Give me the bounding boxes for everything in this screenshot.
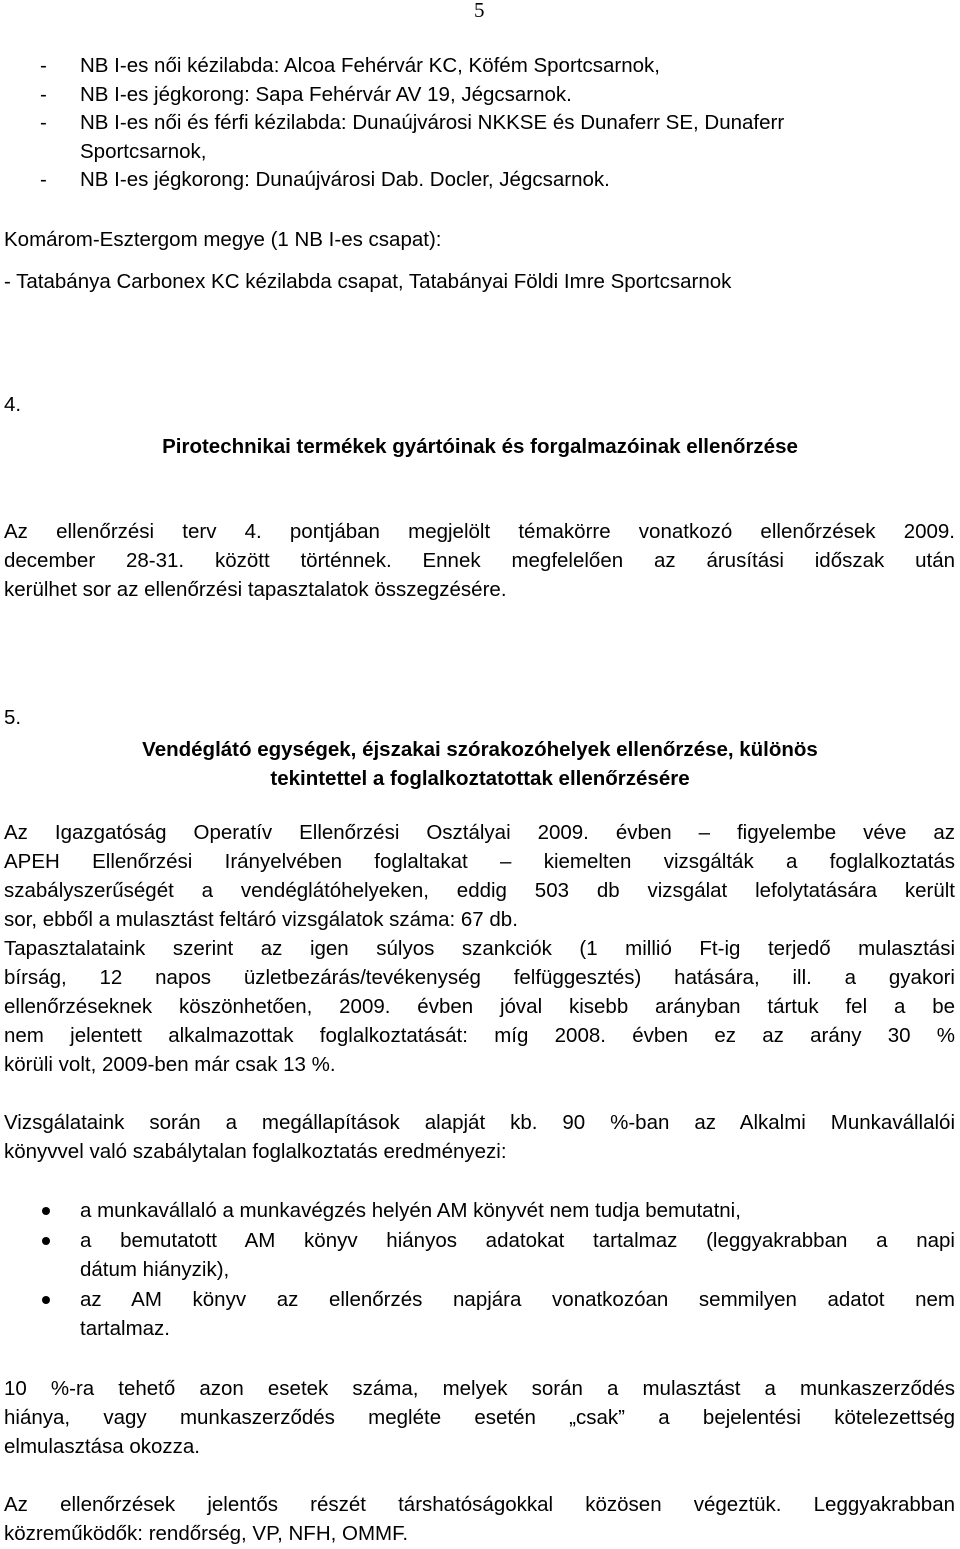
paragraph-line: sor, ebből a mulasztást feltáró vizsgálatok száma: 67 db. (4, 908, 518, 931)
section-5-title-line: Vendéglátó egységek, éjszakai szórakozóhelyek ellenőrzése, különös (142, 738, 818, 761)
list-item (4, 109, 794, 166)
list-item-text: NB I-es női és férfi kézilabda: Dunaújvárosi NKKSE és Dunaferr SE, Dunaferr Sportcsarnok, (80, 111, 785, 163)
bullet-line: dátum hiányzik), (80, 1258, 230, 1281)
page-number: 5 (474, 0, 485, 22)
paragraph-line: Az ellenőrzési terv 4. pontjában megjelölt témakörre vonatkozó ellenőrzések 2009. (4, 520, 955, 543)
paragraph-line: bírság, 12 napos üzletbezárás/tevékenység felfüggesztés) hatására, ill. a gyakori (4, 966, 955, 989)
paragraph-line: Tapasztalataink szerint az igen súlyos szankciók (1 millió Ft-ig terjedő mulasztási (4, 937, 955, 960)
section-5-number: 5. (4, 706, 22, 729)
section-5-title-line: tekintettel a foglalkoztatottak ellenőrzésére (270, 767, 690, 790)
paragraph-line: hiánya, vagy munkaszerződés megléte esetén „csak” a bejelentési kötelezettség (4, 1406, 955, 1429)
county-item: - Tatabánya Carbonex KC kézilabda csapat, Tatabányai Földi Imre Sportcsarnok (4, 270, 732, 293)
paragraph-line: körüli volt, 2009-ben már csak 13 %. (4, 1053, 336, 1076)
section-4-paragraph (4, 517, 955, 604)
list-item (4, 166, 944, 195)
list-item-text: NB I-es jégkorong: Sapa Fehérvár AV 19, Jégcsarnok. (80, 82, 572, 106)
bullet-icon (4, 1226, 80, 1284)
section-5-title (0, 735, 960, 793)
bullet-line: a munkavállaló a munkavégzés helyén AM könyvét nem tudja bemutatni, (80, 1199, 741, 1222)
paragraph-line: nem jelentett alkalmazottak foglalkoztatását: míg 2008. évben ez az arány 30 % (4, 1024, 955, 1047)
section-4-title: Pirotechnikai termékek gyártóinak és forgalmazóinak ellenőrzése (162, 435, 798, 458)
bullet-item (4, 1226, 955, 1284)
paragraph-line: Vizsgálataink során a megállapítások alapját kb. 90 %-ban az Alkalmi Munkavállalói (4, 1111, 955, 1134)
bullet-icon (4, 1285, 80, 1343)
paragraph-line: 10 %-ra tehető azon esetek száma, melyek során a mulasztást a munkaszerződés (4, 1377, 955, 1400)
paragraph-line: közreműködők: rendőrség, VP, NFH, OMMF. (4, 1522, 409, 1545)
paragraph-line: Az Igazgatóság Operatív Ellenőrzési Osztályai 2009. évben – figyelembe véve az (4, 821, 955, 844)
list-item (4, 81, 944, 110)
list-item-text: NB I-es női kézilabda: Alcoa Fehérvár KC, Köfém Sportcsarnok, (80, 54, 660, 77)
bullet-item (4, 1285, 955, 1343)
bullet-item (4, 1196, 955, 1225)
dash-marker: - (40, 168, 47, 191)
paragraph-line: Az ellenőrzések jelentős részét társhatóságokkal közösen végeztük. Leggyakrabban (4, 1493, 955, 1516)
bullet-line: tartalmaz. (80, 1317, 170, 1340)
paragraph-line: könyvvel való szabálytalan foglalkoztatás eredményezi: (4, 1140, 507, 1163)
section-5-paragraph-1 (4, 818, 955, 934)
section-5-paragraph-5 (4, 1490, 955, 1548)
list-item (4, 52, 944, 81)
bullet-list (4, 1196, 955, 1344)
paragraph-line: ellenőrzéseknek köszönhetően, 2009. évben jóval kisebb arányban tártuk fel a be (4, 995, 955, 1018)
paragraph-line: december 28-31. között történnek. Ennek megfelelően az árusítási időszak után (4, 549, 955, 572)
section-4-number: 4. (4, 393, 22, 416)
paragraph-line: kerülhet sor az ellenőrzési tapasztalatok összegzésére. (4, 578, 507, 601)
bullet-line: a bemutatott AM könyv hiányos adatokat tartalmaz (leggyakrabban a napi (80, 1229, 955, 1252)
bullet-icon (4, 1196, 80, 1225)
paragraph-line: APEH Ellenőrzési Irányelvében foglaltakat – kiemelten vizsgálták a foglalkoztatás (4, 850, 955, 873)
dash-marker: - (40, 111, 47, 134)
sports-venue-list (4, 52, 944, 195)
section-5-paragraph-4 (4, 1374, 955, 1461)
bullet-line: az AM könyv az ellenőrzés napjára vonatkozóan semmilyen adatot nem (80, 1288, 955, 1311)
list-item-text: NB I-es jégkorong: Dunaújvárosi Dab. Docler, Jégcsarnok. (80, 168, 610, 191)
section-5-paragraph-3 (4, 1108, 955, 1166)
dash-marker: - (40, 82, 47, 106)
paragraph-line: szabályszerűségét a vendéglátóhelyeken, eddig 503 db vizsgálat lefolytatására került (4, 879, 955, 902)
section-5-paragraph-2 (4, 934, 955, 1079)
dash-marker: - (40, 54, 47, 77)
county-heading: Komárom-Esztergom megye (1 NB I-es csapat): (4, 228, 442, 251)
paragraph-line: elmulasztása okozza. (4, 1435, 200, 1458)
